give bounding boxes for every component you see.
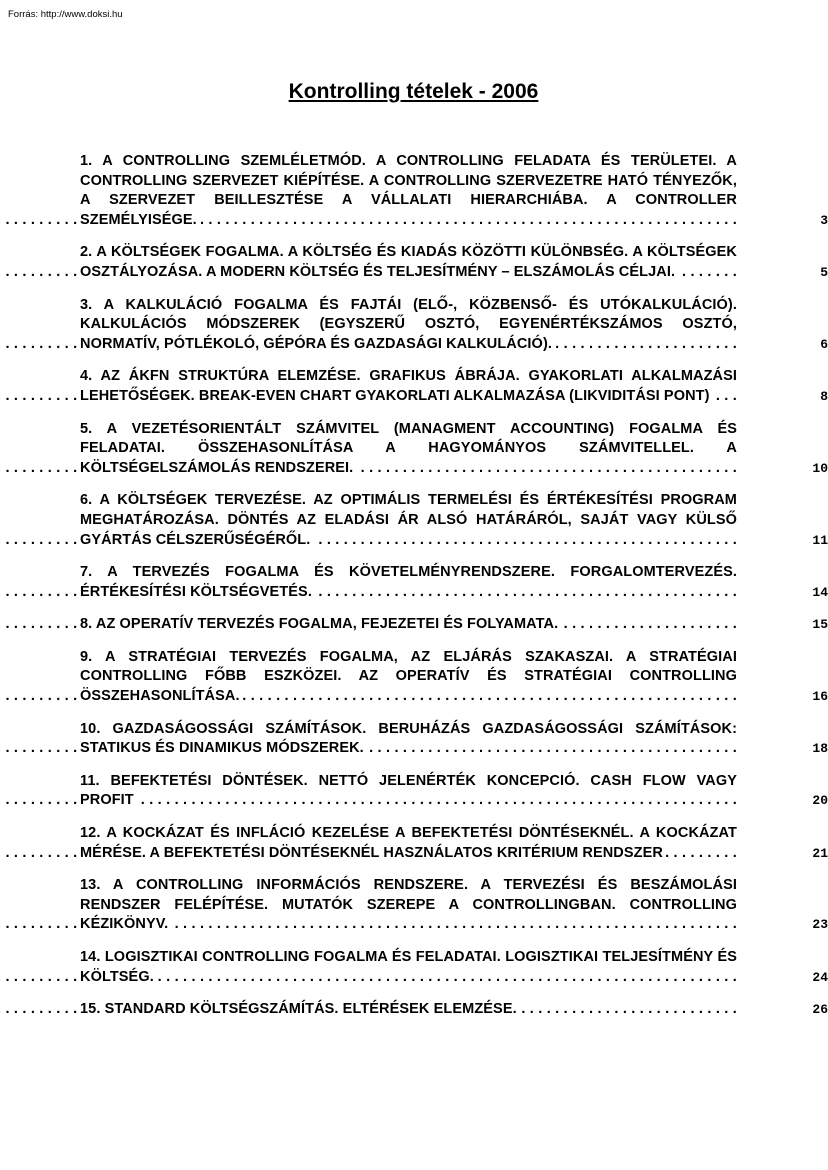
toc-entry[interactable] [80, 491, 828, 550]
toc-entry-text: 8. AZ OPERATÍV TERVEZÉS FOGALMA, FEJEZETEI ÉS FOLYAMATA. [80, 616, 561, 632]
toc-entry[interactable] [80, 296, 828, 355]
toc-entry[interactable] [80, 648, 828, 707]
toc-entry-page: 18 [812, 741, 828, 757]
toc-entry-page: 24 [812, 969, 828, 985]
toc-entry[interactable] [80, 1000, 828, 1020]
toc-entry[interactable] [80, 948, 828, 987]
toc-entry-page: 26 [812, 1002, 828, 1018]
toc-entry[interactable] [80, 367, 828, 406]
toc-entry-page: 11 [812, 532, 828, 548]
toc-entry[interactable] [80, 615, 828, 635]
toc-entry[interactable] [80, 876, 828, 935]
toc-entry-text: 7. A TERVEZÉS FOGALMA ÉS KÖVETELMÉNYRENDSZERE. FORGALOMTERVEZÉS. ÉRTÉKESÍTÉSI KÖLTSÉGVETÉS. [80, 564, 737, 600]
toc-entry[interactable] [80, 243, 828, 282]
toc-entry-page: 8 [820, 388, 828, 404]
toc-entry-page: 14 [812, 584, 828, 600]
toc-entry-text: 4. AZ ÁKFN STRUKTÚRA ELEMZÉSE. GRAFIKUS ÁBRÁJA. GYAKORLATI ALKALMAZÁSI LEHETŐSÉGEK. BREAK-EVEN CHART GYAKORLATI ALKALMAZÁSA (LIKVIDITÁSI PONT) [80, 368, 737, 404]
toc-entry[interactable] [80, 420, 828, 479]
toc-entry-text: 3. A KALKULÁCIÓ FOGALMA ÉS FAJTÁI (ELŐ-, KÖZBENSŐ- ÉS UTÓKALKULÁCIÓ). KALKULÁCIÓS MÓDSZEREK (EGYSZERŰ OSZTÓ, EGYENÉRTÉKSZÁMOS OSZTÓ, NORMATÍV, PÓTLÉKOLÓ, GÉPÓRA ÉS GAZDASÁGI KALKULÁCIÓ). [80, 296, 737, 352]
toc-entry-text: 12. A KOCKÁZAT ÉS INFLÁCIÓ KEZELÉSE A BEFEKTETÉSI DÖNTÉSEKNÉL. A KOCKÁZAT MÉRÉSE. A BEFEKTETÉSI DÖNTÉSEKNÉL HASZNÁLATOS KRITÉRIUM RENDSZER [80, 825, 737, 861]
page-title: Kontrolling tételek - 2006 [288, 80, 539, 103]
toc-entry-text: 13. A CONTROLLING INFORMÁCIÓS RENDSZERE. A TERVEZÉSI ÉS BESZÁMOLÁSI RENDSZER FELÉPÍTÉSE. MUTATÓK SZEREPE A CONTROLLINGBAN. CONTROLLING KÉZIKÖNYV. [80, 877, 737, 933]
toc-entry-page: 16 [812, 689, 828, 705]
toc-entry-text: 6. A KÖLTSÉGEK TERVEZÉSE. AZ OPTIMÁLIS TERMELÉSI ÉS ÉRTÉKESÍTÉSI PROGRAM MEGHATÁROZÁSA. DÖNTÉS AZ ELADÁSI ÁR ALSÓ HATÁRÁRÓL, SAJÁT VAGY KÜLSŐ GYÁRTÁS CÉLSZERŰSÉGÉRŐL. [80, 492, 737, 548]
toc-entry-text: 1. A CONTROLLING SZEMLÉLETMÓD. A CONTROLLING FELADATA ÉS TERÜLETEI. A CONTROLLING SZERVEZET KIÉPÍTÉSE. A CONTROLLING SZERVEZETRE HATÓ TÉNYEZŐK, A SZERVEZET BEILLESZTÉSE A VÁLLALATI HIERARCHIÁBA. A CONTROLLER SZEMÉLYISÉGE. [80, 153, 737, 228]
toc-entry-page: 10 [812, 460, 828, 476]
toc-entry[interactable] [80, 772, 828, 811]
toc-entry-text: 9. A STRATÉGIAI TERVEZÉS FOGALMA, AZ ELJÁRÁS SZAKASZAI. A STRATÉGIAI CONTROLLING FŐBB ESZKÖZEI. AZ OPERATÍV ÉS STRATÉGIAI CONTROLLING ÖSSZEHASONLÍTÁSA. [80, 648, 737, 705]
toc-entry-text: 14. LOGISZTIKAI CONTROLLING FOGALMA ÉS FELADATAI. LOGISZTIKAI TELJESÍTMÉNY ÉS KÖLTSÉG. [80, 949, 737, 985]
toc-entry-text: 11. BEFEKTETÉSI DÖNTÉSEK. NETTÓ JELENÉRTÉK KONCEPCIÓ. CASH FLOW VAGY PROFIT [80, 772, 737, 809]
toc-entry-text: 10. GAZDASÁGOSSÁGI SZÁMÍTÁSOK. BERUHÁZÁS GAZDASÁGOSSÁGI SZÁMÍTÁSOK: STATIKUS ÉS DINAMIKUS MÓDSZEREK. [80, 720, 737, 757]
toc-entry-text: 15. STANDARD KÖLTSÉGSZÁMÍTÁS. ELTÉRÉSEK ELEMZÉSE. [80, 1001, 520, 1017]
source-note: Forrás: http://www.doksi.hu [8, 9, 123, 20]
toc-entry-page: 5 [820, 264, 828, 280]
toc-entry[interactable] [80, 720, 828, 759]
toc-entry-text: 2. A KÖLTSÉGEK FOGALMA. A KÖLTSÉG ÉS KIADÁS KÖZÖTTI KÜLÖNBSÉG. A KÖLTSÉGEK OSZTÁLYOZÁSA. A MODERN KÖLTSÉG ÉS TELJESÍTMÉNY – ELSZÁMOLÁS CÉLJAI. [80, 244, 737, 280]
toc-entry-page: 3 [820, 212, 828, 228]
toc-entry[interactable] [80, 152, 828, 230]
table-of-contents [80, 152, 828, 1033]
toc-entry-page: 21 [812, 845, 828, 861]
toc-entry[interactable] [80, 824, 828, 863]
toc-entry-text: 5. A VEZETÉSORIENTÁLT SZÁMVITEL (MANAGMENT ACCOUNTING) FOGALMA ÉS FELADATAI. ÖSSZEHASONLÍTÁSA A HAGYOMÁNYOS SZÁMVITELLEL. A KÖLTSÉGELSZÁMOLÁS RENDSZEREI. [80, 420, 737, 476]
toc-entry-page: 15 [812, 617, 828, 633]
toc-entry-page: 6 [820, 336, 828, 352]
toc-entry[interactable] [80, 563, 828, 602]
toc-entry-page: 20 [812, 793, 828, 809]
toc-entry-page: 23 [812, 917, 828, 933]
